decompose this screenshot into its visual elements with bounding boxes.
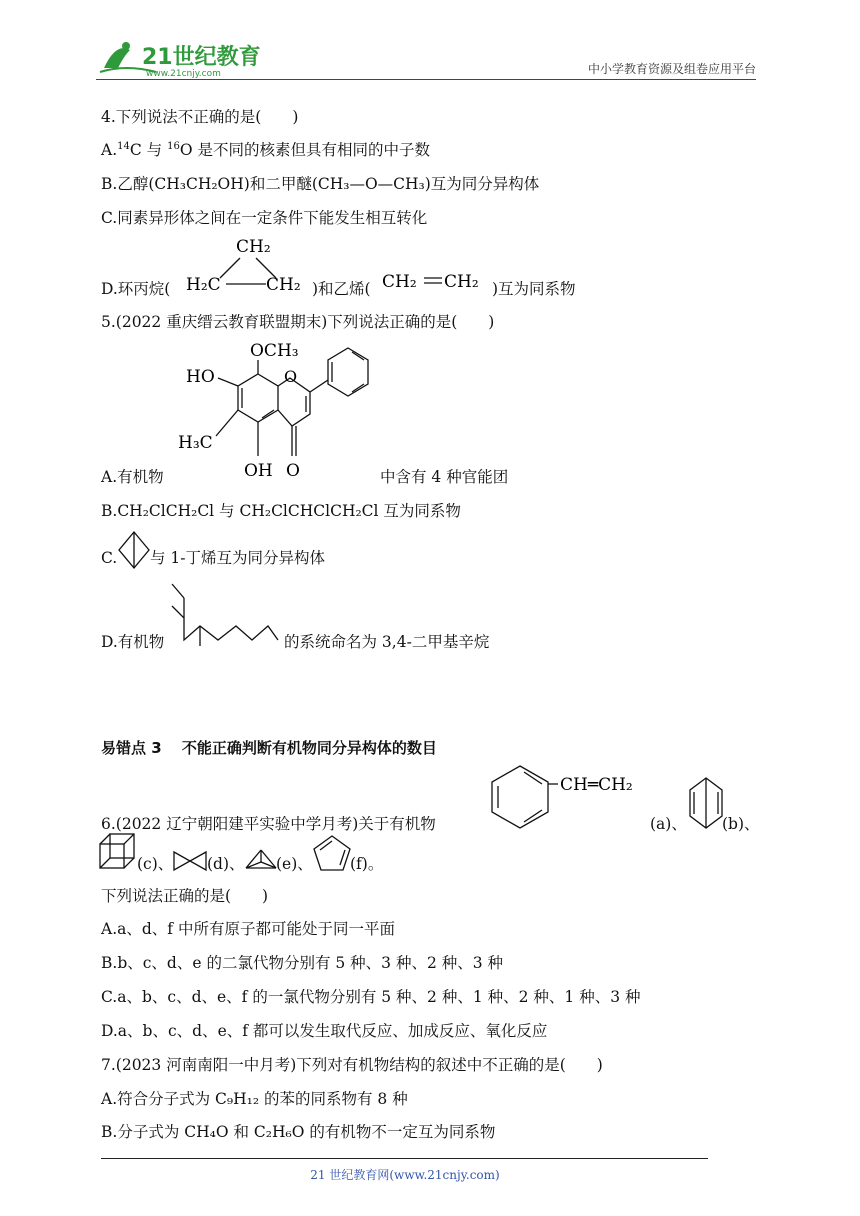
spiro-structure-d [172, 850, 208, 872]
svg-text:CH₂: CH₂ [382, 272, 417, 292]
q4-option-c: C.同素异形体之间在一定条件下能发生相互转化 [101, 209, 428, 227]
q4-option-d-post: )互为同系物 [492, 280, 576, 298]
svg-text:CH₂: CH₂ [444, 272, 479, 292]
q5-option-d-post: 的系统命名为 3,4-二甲基辛烷 [284, 633, 490, 651]
q6-option-a: A.a、d、f 中所有原子都可能处于同一平面 [101, 920, 395, 938]
q5-option-c-pre: C. [101, 549, 118, 567]
q6-option-b: B.b、c、d、e 的二氯代物分别有 5 种、3 种、2 种、3 种 [101, 954, 504, 972]
q6-label-e: (e)、 [276, 855, 313, 873]
q6-option-c: C.a、b、c、d、e、f 的一氯代物分别有 5 种、2 种、1 种、2 种、1 种、3 种 [101, 988, 641, 1006]
cyclopropane-structure [180, 232, 310, 300]
q5-stem: 5.(2022 重庆缙云教育联盟期末)下列说法正确的是( ) [101, 313, 495, 331]
q6-label-d: (d)、 [207, 855, 245, 873]
site-logo [96, 38, 266, 80]
footer-divider [101, 1158, 708, 1159]
svg-text:H₂C: H₂C [186, 275, 221, 295]
q4-option-d-pre: D.环丙烷( [101, 280, 171, 298]
flavone-structure [178, 336, 378, 486]
svg-text:H₃C: H₃C [178, 433, 213, 453]
logo-text: 21世纪教育 [142, 45, 261, 70]
svg-text:CH₂: CH₂ [236, 237, 271, 257]
q6-stem2: 下列说法正确的是( ) [101, 887, 269, 905]
q6-stem: 6.(2022 辽宁朝阳建平实验中学月考)关于有机物 [101, 815, 436, 833]
q6-label-c: (c)、 [137, 855, 174, 873]
q5-option-d-pre: D.有机物 [101, 633, 165, 651]
svg-text:CH₂: CH₂ [266, 275, 301, 295]
q6-label-f: (f)。 [350, 855, 384, 873]
svg-text:OH: OH [244, 461, 273, 481]
ethylene-structure [378, 266, 496, 296]
cubane-structure-c [98, 832, 138, 872]
header-divider [96, 79, 756, 80]
q6-label-b: (b)、 [722, 815, 760, 833]
q6-label-a: (a)、 [650, 815, 687, 833]
q5-option-a-pre: A.有机物 [101, 468, 164, 486]
svg-text:O: O [284, 367, 298, 386]
svg-text:OCH₃: OCH₃ [250, 341, 299, 361]
alkane-skeleton-structure [166, 578, 282, 650]
q4-option-b: B.乙醇(CH₃CH₂OH)和二甲醚(CH₃—O—CH₃)互为同分异构体 [101, 175, 540, 193]
svg-text:CH═CH₂: CH═CH₂ [560, 775, 633, 795]
q5-option-b: B.CH₂ClCH₂Cl 与 CH₂ClCHClCH₂Cl 互为同系物 [101, 502, 461, 520]
q7-option-a: A.符合分子式为 C₉H₁₂ 的苯的同系物有 8 种 [101, 1090, 408, 1108]
section-heading: 易错点 3 不能正确判断有机物同分异构体的数目 [101, 739, 437, 757]
q4-option-a: A.$^{14}$C 与 $^{16}$O 是不同的核素但具有相同的中子数 [101, 140, 430, 159]
q5-option-a-post: 中含有 4 种官能团 [380, 468, 509, 486]
tricyclic-structure-e [244, 846, 278, 872]
q4-option-d-mid: )和乙烯( [312, 280, 371, 298]
q5-option-c-post: 与 1-丁烯互为同分异构体 [150, 549, 326, 567]
header-platform-text: 中小学教育资源及组卷应用平台 [587, 62, 756, 76]
q6-option-d: D.a、b、c、d、e、f 都可以发生取代反应、加成反应、氧化反应 [101, 1022, 548, 1040]
q4-stem: 4.下列说法不正确的是( ) [101, 108, 299, 126]
logo-url: www.21cnjy.com [146, 69, 221, 79]
cyclopentadiene-structure-f [312, 834, 352, 872]
q7-stem: 7.(2023 河南南阳一中月考)下列对有机物结构的叙述中不正确的是( ) [101, 1056, 603, 1074]
svg-text:HO: HO [186, 367, 215, 387]
footer-link[interactable]: 21 世纪教育网(www.21cnjy.com) [310, 1168, 500, 1182]
bicyclobutane-structure [117, 530, 151, 570]
bicyclic-structure-b [688, 776, 724, 830]
q7-option-b: B.分子式为 CH₄O 和 C₂H₆O 的有机物不一定互为同系物 [101, 1123, 496, 1141]
svg-text:O: O [286, 461, 300, 481]
styrene-structure [486, 762, 646, 830]
